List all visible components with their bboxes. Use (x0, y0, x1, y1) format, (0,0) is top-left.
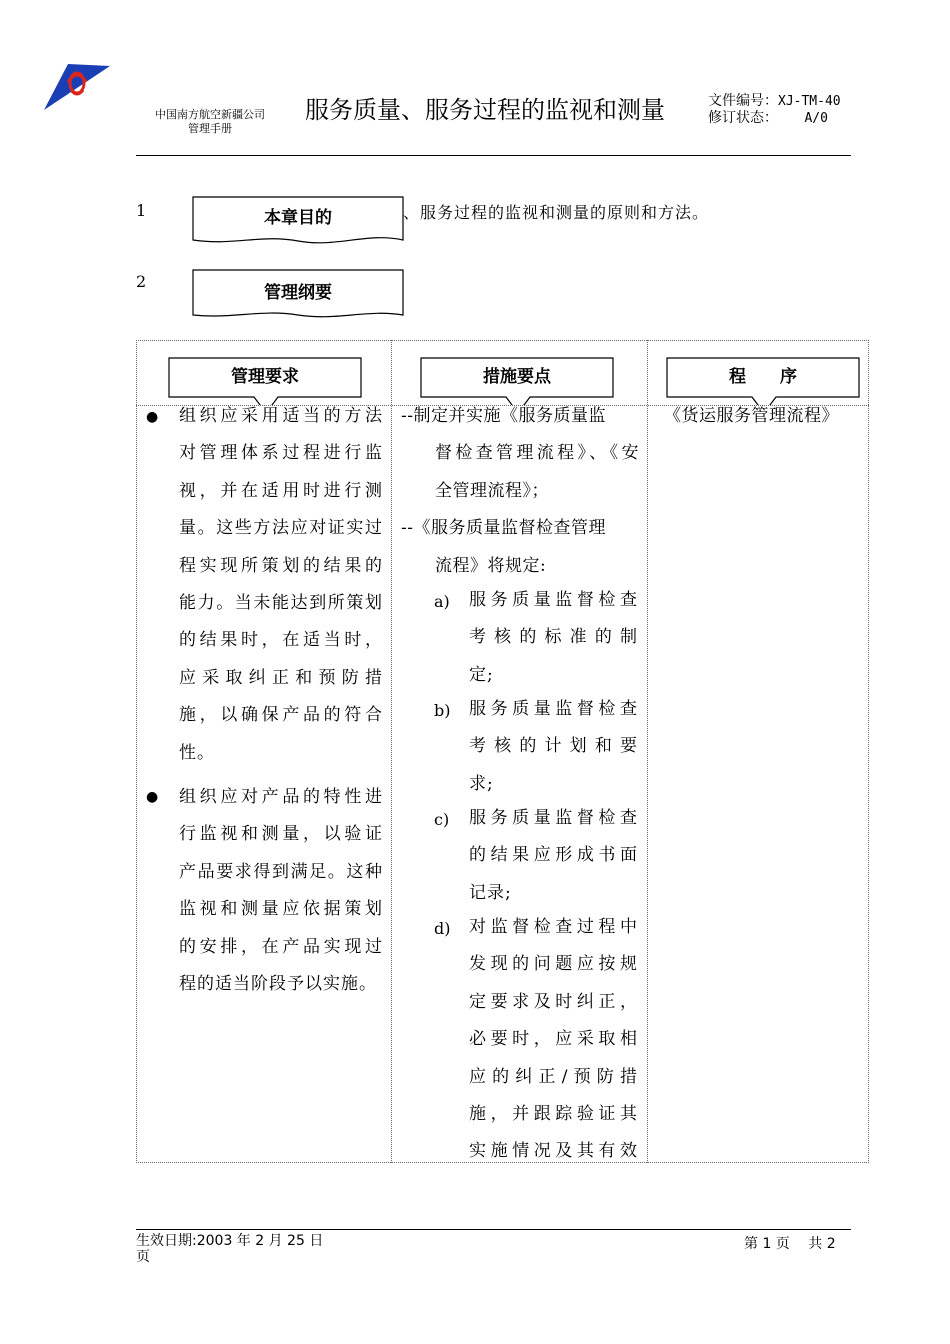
document-meta (708, 93, 868, 127)
text-line: 的结果应形成书面 (469, 845, 638, 866)
text-line: 服务质量监督检查 (469, 590, 638, 610)
text-line: 组织应对产品的特性进 (179, 787, 383, 807)
text-line: --《服务质量监督检查管理 (401, 518, 606, 539)
text-line: 量。这些方法应对证实过 (179, 518, 383, 539)
requirement-2 (179, 779, 383, 1003)
text-line: 行监视和测量，以验证 (179, 824, 383, 845)
text-line: 服务质量监督检查 (469, 699, 638, 719)
header-divider (136, 155, 851, 156)
section-2-title: 管理纲要 (264, 283, 332, 303)
text-line: 应采取纠正和预防措 (179, 667, 383, 688)
text-line: 发现的问题应按规 (469, 954, 638, 975)
table-column-divider (391, 340, 392, 1163)
item-letter: d) (434, 919, 451, 938)
measure-item-b (469, 691, 638, 803)
section-1-title: 本章目的 (264, 208, 332, 228)
text-line: 的结果时，在适当时， (179, 630, 383, 651)
measure-item-c (469, 800, 638, 912)
measures-intro (401, 398, 639, 585)
document-title: 服务质量、服务过程的监视和测量 (305, 96, 665, 124)
section-2-banner (192, 269, 404, 319)
section-1-number: 1 (136, 201, 147, 220)
effective-date-line: 生效日期:2003 年 2 月 25 日 (136, 1233, 324, 1249)
text-line: 的安排，在产品实现过 (179, 936, 383, 957)
text-line: 必要时，应采取相 (469, 1029, 638, 1050)
column-header-label: 程 序 (729, 367, 797, 387)
text-line: 考核的计划和要 (469, 736, 638, 757)
doc-number-value: XJ-TM-40 (778, 94, 841, 109)
manual-name: 管理手册 (188, 122, 232, 135)
column-header-label: 管理要求 (231, 367, 299, 387)
section-1-banner (192, 196, 404, 246)
company-block (140, 108, 280, 136)
text-line: --制定并实施《服务质量监 (401, 406, 606, 426)
text-line: 施，以确保产品的符合 (179, 705, 383, 726)
text-line: 定要求及时纠正， (469, 991, 638, 1012)
item-letter: a) (434, 592, 450, 611)
revision-label: 修订状态： (708, 110, 778, 126)
measure-item-a (469, 582, 638, 694)
section-2-number: 2 (136, 272, 147, 291)
text-line: 流程》将规定: (435, 555, 547, 576)
text-line: 定; (469, 664, 494, 685)
table-column-divider (647, 340, 648, 1163)
text-line: 求; (469, 773, 494, 794)
revision-value: A/0 (804, 111, 828, 126)
text-line: 组织应采用适当的方法 (179, 406, 383, 426)
text-line: 能力。当未能达到所策划 (179, 593, 383, 614)
company-name: 中国南方航空新疆公司 (155, 108, 265, 121)
company-logo-icon (40, 60, 112, 116)
text-line: 性。 (179, 742, 215, 763)
effective-date-line: 页 (136, 1249, 150, 1265)
text-line: 督检查管理流程》、《安 (435, 443, 639, 464)
bullet-icon: ● (146, 409, 159, 425)
text-line: 视，并在适用时进行测 (179, 480, 383, 501)
text-line: 应的纠正/预防措 (469, 1066, 638, 1087)
text-line: 全管理流程》； (435, 480, 549, 501)
text-line: 程的适当阶段予以实施。 (179, 974, 377, 995)
footer-divider (136, 1229, 851, 1230)
item-letter: c) (434, 810, 450, 829)
section-1-text: 、服务过程的监视和测量的原则和方法。 (403, 203, 710, 222)
effective-date (136, 1233, 323, 1265)
text-line: 实施情况及其有效 (469, 1141, 638, 1162)
text-line: 对管理体系过程进行监 (179, 443, 383, 464)
requirement-1 (179, 398, 383, 772)
text-line: 监视和测量应依据策划 (179, 899, 383, 920)
doc-number-label: 文件编号： (708, 93, 778, 109)
text-line: 程实现所策划的结果的 (179, 555, 383, 576)
text-line: 对监督检查过程中 (469, 917, 638, 937)
item-letter: b) (434, 701, 451, 720)
procedure-text: 《货运服务管理流程》 (664, 406, 839, 426)
text-line: 考核的标准的制 (469, 627, 638, 648)
text-line: 施，并跟踪验证其 (469, 1104, 638, 1125)
text-line: 产品要求得到满足。这种 (179, 861, 383, 882)
column-header-label: 措施要点 (483, 367, 551, 387)
page-number: 第 1 页 共 2 (744, 1236, 836, 1252)
text-line: 服务质量监督检查 (469, 808, 638, 828)
measure-item-d (469, 909, 638, 1171)
bullet-icon: ● (146, 789, 159, 805)
text-line: 记录; (469, 882, 512, 903)
